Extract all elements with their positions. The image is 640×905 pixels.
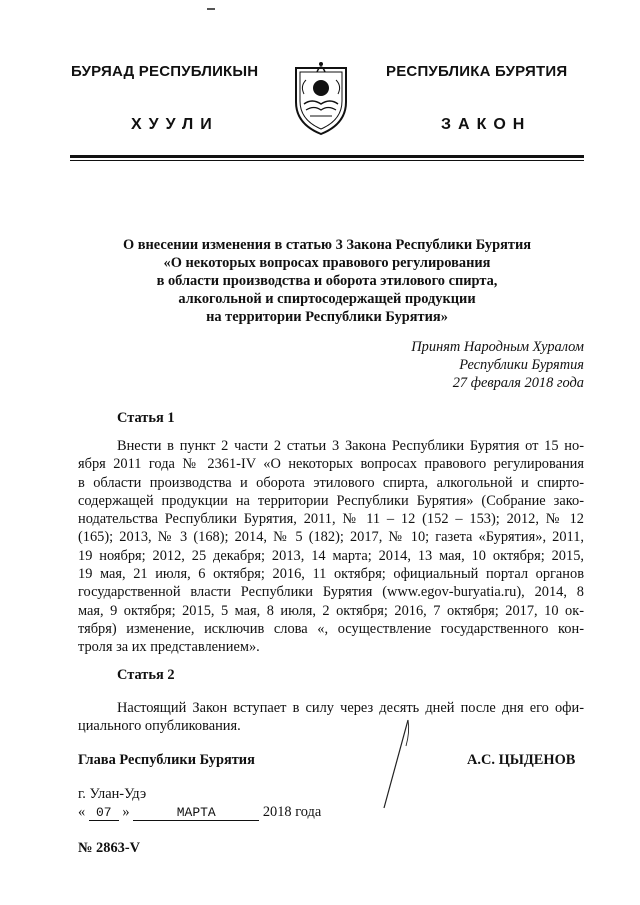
title-line: в области производства и оборота этилового спирта,	[156, 273, 498, 289]
adoption-line: 27 февраля 2018 года	[452, 375, 584, 391]
article-2-heading: Статья 2	[117, 667, 175, 683]
paragraph-line: Внести в пункт 2 части 2 статьи 3 Закона Республики Бурятия от 15 но-	[117, 438, 584, 454]
article-1-heading: Статья 1	[117, 410, 175, 426]
paragraph-line: тября) изменение, исключив слова «, осуществление государственного кон-	[78, 620, 584, 637]
adoption-note	[300, 338, 584, 392]
signing-date	[78, 804, 321, 821]
city: г. Улан-Удэ	[78, 786, 147, 802]
scan-speck	[207, 8, 215, 10]
signatory-name: А.С. ЦЫДЕНОВ	[467, 752, 576, 768]
paragraph-line: государственной власти Республики Бурятия (www.egov-buryatia.ru), 2014, 8	[78, 584, 584, 601]
paragraph-line: 19 мая, 21 июля, 6 октября; 2016, 11 октября; официальный портал органов	[78, 566, 584, 583]
paragraph-line: циального опубликования.	[78, 718, 241, 735]
article-1-text	[78, 437, 584, 657]
adoption-line: Принят Народным Хуралом	[411, 339, 584, 355]
title-line: на территории Республики Бурятия»	[206, 309, 448, 325]
coat-of-arms-icon	[290, 58, 352, 136]
paragraph-line: в области производства и оборота этилового спирта, алкогольной и спирто-	[78, 474, 584, 491]
header-left-title: БУРЯАД РЕСПУБЛИКЫН	[71, 63, 259, 80]
header-rule-thick	[70, 155, 584, 158]
header-rule-thin	[70, 160, 584, 161]
title-line: «О некоторых вопросах правового регулирования	[163, 255, 491, 271]
date-quote-close: »	[122, 804, 130, 820]
signatory-position: Глава Республики Бурятия	[78, 752, 255, 768]
paragraph-line: ября 2011 года № 2361-IV «О некоторых вопросах правового регулирования	[78, 456, 584, 473]
date-quote-open: «	[78, 804, 86, 820]
date-month: МАРТА	[133, 805, 259, 821]
title-line: алкогольной и спиртосодержащей продукции	[178, 291, 476, 307]
adoption-line: Республики Бурятия	[459, 357, 584, 373]
paragraph-line: троля за их представлением».	[78, 639, 260, 656]
paragraph-line: Настоящий Закон вступает в силу через десять дней после дня его офи-	[117, 700, 584, 716]
article-2-text	[78, 699, 584, 736]
title-line: О внесении изменения в статью 3 Закона Республики Бурятия	[122, 237, 532, 253]
date-day: 07	[89, 805, 119, 821]
paragraph-line: 19 ноября; 2012, 25 декабря; 2013, 14 марта; 2014, 13 мая, 10 октября; 2015,	[78, 547, 584, 564]
handwritten-signature	[368, 712, 448, 812]
paragraph-line: нодательства Республики Бурятия, 2011, № 11 – 12 (152 – 153); 2012, № 12	[78, 511, 584, 528]
law-title	[70, 236, 584, 326]
paragraph-line: (165); 2013, № 3 (168); 2014, № 5 (182); 2017, № 10; газета «Бурятия», 2011,	[78, 529, 584, 546]
header-right-title: РЕСПУБЛИКА БУРЯТИЯ	[386, 63, 568, 80]
header-right-subtitle: ЗАКОН	[441, 116, 532, 133]
header-left-subtitle: ХУУЛИ	[131, 116, 219, 133]
law-number: № 2863-V	[78, 840, 141, 856]
date-year: 2018 года	[262, 804, 322, 820]
paragraph-line: содержащей продукции на территории Республики Бурятия» (Собрание зако-	[78, 492, 584, 509]
paragraph-line: мая, 9 октября; 2015, 5 мая, 8 июля, 2 октября; 2016, 7 октября; 2017, 10 ок-	[78, 602, 584, 619]
